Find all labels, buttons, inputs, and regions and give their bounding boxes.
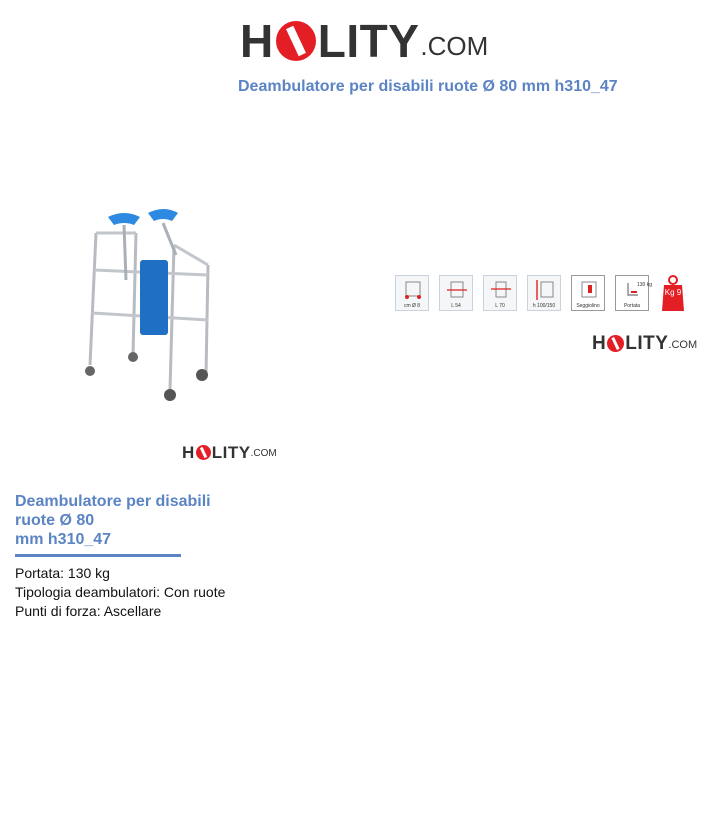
- spec-capacity: Portata: 130 kg: [15, 565, 110, 581]
- height-icon: [527, 275, 561, 311]
- product-title: [15, 492, 255, 549]
- watermark-o-mark-icon: [607, 335, 624, 352]
- weight-icon: [661, 275, 685, 311]
- product-title-line: mm h310_47: [15, 531, 112, 548]
- icons-watermark-logo: [592, 331, 697, 353]
- feature-caption: Portata: [623, 303, 641, 309]
- feature-caption: L 70: [495, 303, 505, 309]
- seat-icon: [571, 275, 605, 311]
- product-title-line: Deambulatore per disabili: [15, 493, 211, 510]
- wheel-diameter-icon: [395, 275, 429, 311]
- product-specs: [15, 564, 225, 621]
- width-icon: [439, 275, 473, 311]
- title-divider: [15, 554, 181, 557]
- watermark-right: LITY: [625, 333, 669, 354]
- page-title: Deambulatore per disabili ruote Ø 80 mm h310_47: [238, 78, 618, 95]
- logo-suffix: .COM: [420, 31, 489, 61]
- watermark-suffix: .COM: [250, 448, 277, 459]
- logo-o-mark-icon: [276, 21, 316, 61]
- length-icon: [483, 275, 517, 311]
- watermark-left: H: [182, 443, 195, 462]
- brand-logo[interactable]: [240, 12, 489, 67]
- product-title-line: ruote Ø 80: [15, 512, 95, 529]
- capacity-value: 130 kg: [637, 282, 653, 288]
- spec-type: Tipologia deambulatori: Con ruote: [15, 584, 226, 600]
- logo-wordmark-left: H: [240, 15, 274, 67]
- feature-icons: [395, 275, 685, 311]
- watermark-o-mark-icon: [196, 445, 211, 460]
- weight-caption: Kg 9: [664, 288, 682, 297]
- watermark-left: H: [592, 333, 607, 354]
- feature-caption: L 54: [451, 303, 461, 309]
- capacity-icon: [615, 275, 653, 311]
- image-watermark-logo: [182, 441, 277, 461]
- watermark-right: LITY: [211, 443, 251, 462]
- walker-image: [78, 205, 218, 405]
- spec-support: Punti di forza: Ascellare: [15, 603, 162, 619]
- feature-caption: h 100/150: [532, 303, 556, 309]
- watermark-suffix: .COM: [668, 339, 698, 351]
- feature-caption: Seggiolino: [576, 303, 600, 309]
- logo-wordmark-right: LITY: [317, 15, 420, 67]
- feature-caption: cm Ø 8: [403, 303, 421, 309]
